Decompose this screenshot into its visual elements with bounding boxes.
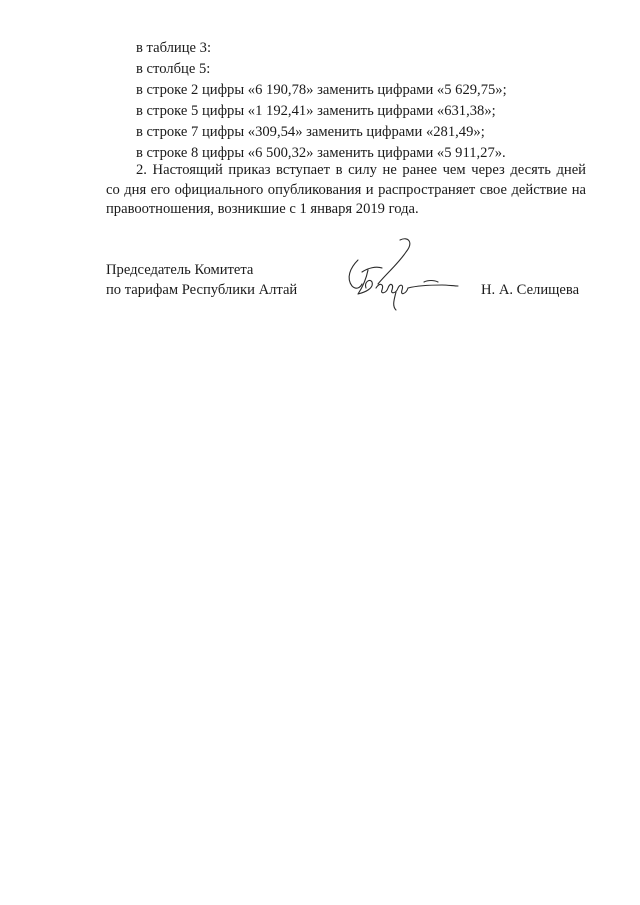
table-reference-line: в таблице 3:	[136, 40, 212, 56]
amendment-row-8: в строке 8 цифры «6 500,32» заменить цифрами «5 911,27».	[136, 145, 506, 161]
signatory-name: Н. А. Селищева	[481, 282, 580, 298]
position-line-2: по тарифам Республики Алтай	[106, 282, 298, 298]
amendment-row-5: в строке 5 цифры «1 192,41» заменить цифрами «631,38»;	[136, 103, 496, 119]
effective-date-paragraph	[106, 161, 586, 220]
paragraph-line-3: правоотношения, возникшие с 1 января 2019 года.	[106, 201, 419, 217]
position-line-1: Председатель Комитета	[106, 262, 254, 278]
paragraph-line-2: со дня его официального опубликования и распространяет свое действие на	[106, 181, 586, 198]
column-reference-line: в столбце 5:	[136, 61, 211, 77]
amendment-row-7: в строке 7 цифры «309,54» заменить цифрами «281,49»;	[136, 124, 485, 140]
paragraph-line-1: 2. Настоящий приказ вступает в силу не ранее чем через десять дней	[136, 162, 586, 178]
signatory-position	[106, 260, 297, 300]
amendment-row-2: в строке 2 цифры «6 190,78» заменить цифрами «5 629,75»;	[136, 82, 507, 98]
handwritten-signature	[338, 232, 468, 322]
